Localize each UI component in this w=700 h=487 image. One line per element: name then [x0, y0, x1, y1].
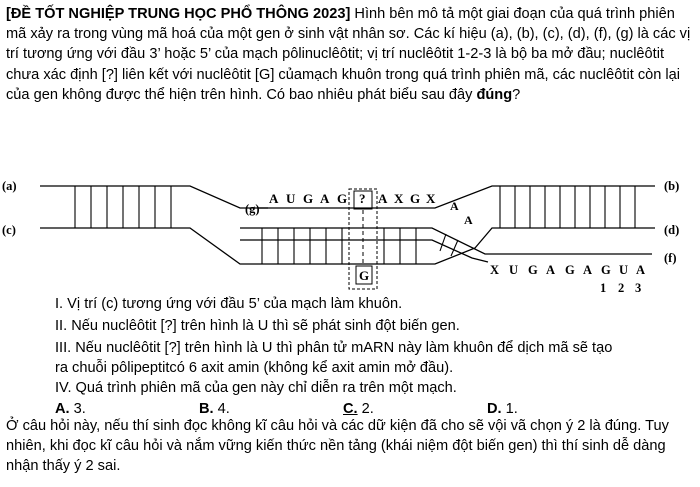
option-text: 1.	[501, 401, 518, 417]
question-end: ?	[512, 86, 521, 103]
seq-base: X	[490, 263, 500, 277]
seq-base: A	[583, 263, 593, 277]
label-d: (d)	[664, 223, 680, 237]
question-text: Hình bên mô tả một giai đoạn của quá trình phiên mã xảy ra trong vùng mã hoá của một gen ở sinh vật nhân sơ. Các kí hiệu (a), (b), (c), (d), (f), (g) là các vị trí tương ứng với đầu 3’ hoặc 5’ của mạch pôlinuclêôtit; vị trí nuclêôtit 1-2-3 là bộ ba mở đầu; nuclêôtit chưa xác định [?] liên kết với nuclêôtit [G] củamạch khuôn trong quá trình phiên mã, các nuclêôtit còn lại của gen không được thể hiện trên hình. Có bao nhiêu phát biểu sau đây	[6, 6, 691, 103]
option-text: 3.	[69, 401, 86, 417]
seq-base: G	[601, 263, 611, 277]
option-text: 2.	[357, 401, 374, 417]
statement-1: I. Vị trí (c) tương ứng với đầu 5’ của mạch làm khuôn.	[55, 296, 403, 312]
statement-2: II. Nếu nuclêôtit [?] trên hình là U thì sẽ phát sinh đột biến gen.	[55, 318, 460, 334]
option-letter: A.	[55, 401, 70, 417]
explanation-note: Ở câu hỏi này, nếu thí sinh đọc không kĩ câu hỏi và các dữ kiện đã cho sẽ vội vã chọn ý 2 là đúng. Tuy nhiên, khi đọc kĩ câu hỏi và nắm vững kiến thức nền tảng (khái niệm đột biến gen) thì thí sinh dễ dàng nhận thấy ý 2 sai.	[6, 418, 669, 475]
question-stem	[6, 4, 694, 105]
label-a: (a)	[2, 179, 17, 193]
bubble-rungs	[262, 228, 458, 264]
option-text: 4.	[213, 401, 230, 417]
transcription-diagram	[0, 176, 700, 296]
tail-base: A	[464, 213, 474, 227]
seq-base: A	[546, 263, 556, 277]
top-base: X	[426, 191, 436, 206]
top-base: G	[410, 191, 421, 206]
top-base: A	[378, 191, 388, 206]
top-base: X	[394, 191, 404, 206]
right-ladder	[500, 186, 635, 228]
tail-base: A	[450, 199, 460, 213]
statement-3-continued: ra chuỗi pôlipeptitcó 6 axit amin (không kể axit amin mở đầu).	[55, 360, 454, 376]
left-ladder	[75, 186, 171, 228]
strand-bottom	[40, 228, 655, 264]
top-base: A	[320, 191, 330, 206]
top-base: G	[337, 191, 348, 206]
template-base: G	[359, 268, 370, 283]
seq-base: G	[528, 263, 538, 277]
codon-position: 3	[635, 281, 642, 295]
label-b: (b)	[664, 179, 680, 193]
top-base: U	[286, 191, 296, 206]
seq-base: U	[619, 263, 629, 277]
option-letter: C.	[343, 401, 358, 417]
top-base: A	[269, 191, 279, 206]
seq-base: G	[565, 263, 575, 277]
rna-strand	[240, 240, 488, 262]
statement-3: III. Nếu nuclêôtit [?] trên hình là U thì phân tử mARN này làm khuôn để dịch mã sẽ tạo	[55, 340, 613, 356]
exam-source-tag: [ĐỀ TỐT NGHIỆP TRUNG HỌC PHỔ THÔNG 2023]	[6, 6, 351, 22]
seq-base: U	[509, 263, 519, 277]
label-g: (g)	[245, 202, 260, 216]
unknown-base: ?	[359, 191, 366, 206]
codon-position: 2	[618, 281, 625, 295]
seq-base: A	[636, 263, 646, 277]
option-letter: B.	[199, 401, 214, 417]
statement-4: IV. Quá trình phiên mã của gen này chỉ diễn ra trên một mạch.	[55, 380, 457, 396]
template-strand	[240, 228, 652, 254]
label-c: (c)	[2, 223, 16, 237]
question-emphasis: đúng	[476, 86, 513, 103]
label-f: (f)	[664, 251, 677, 265]
option-letter: D.	[487, 401, 502, 417]
top-base: G	[303, 191, 314, 206]
codon-position: 1	[600, 281, 607, 295]
